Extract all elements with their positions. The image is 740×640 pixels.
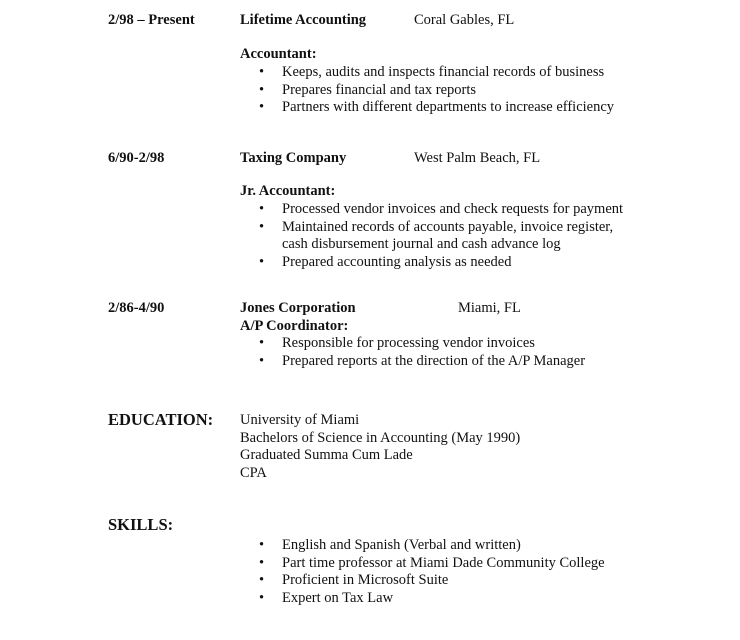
list-item: • Prepared reports at the direction of the A/P Manager xyxy=(259,352,586,369)
job-location: Miami, FL xyxy=(458,300,521,316)
education-line: CPA xyxy=(240,464,267,481)
skills-heading: SKILLS: xyxy=(108,515,174,534)
list-item: • Part time professor at Miami Dade Community College xyxy=(259,554,605,571)
education-line: University of Miami xyxy=(240,412,360,428)
list-item-continuation: cash disbursement journal and cash advance log xyxy=(282,236,561,252)
bullet-icon: • xyxy=(259,253,265,270)
list-item: • Prepares financial and tax reports xyxy=(259,81,477,98)
job-company: Taxing Company xyxy=(240,150,347,166)
list-item: • Processed vendor invoices and check requests for payment xyxy=(259,201,624,217)
education-line: Bachelors of Science in Accounting (May 1990) xyxy=(240,429,521,446)
job-title: Accountant: xyxy=(240,46,317,62)
job-location: West Palm Beach, FL xyxy=(414,150,541,166)
list-item: • Prepared accounting analysis as needed xyxy=(259,253,512,270)
list-item: • Maintained records of accounts payable, invoice register, xyxy=(259,218,614,235)
bullet-icon: • xyxy=(259,589,265,606)
job-title: Jr. Accountant: xyxy=(240,183,336,199)
bullet-icon: • xyxy=(259,554,265,571)
list-item: • English and Spanish (Verbal and written) xyxy=(259,537,521,553)
bullet-icon: • xyxy=(259,64,265,80)
job-company: Jones Corporation xyxy=(240,300,356,316)
bullet-icon: • xyxy=(259,335,265,351)
job-company: Lifetime Accounting xyxy=(240,12,367,28)
skills-list xyxy=(240,537,605,607)
job-dates: 2/98 – Present xyxy=(108,12,195,28)
bullet-icon: • xyxy=(259,81,265,98)
job-location: Coral Gables, FL xyxy=(414,12,515,28)
education-heading: EDUCATION: xyxy=(108,410,214,429)
education-lines xyxy=(240,412,520,482)
bullet-icon: • xyxy=(259,572,265,588)
list-item: • Responsible for processing vendor invoices xyxy=(259,335,535,351)
list-item: • Proficient in Microsoft Suite xyxy=(259,572,449,588)
education-line: Graduated Summa Cum Lade xyxy=(240,447,413,463)
list-item: • Expert on Tax Law xyxy=(259,589,394,606)
bullet-icon: • xyxy=(259,352,265,369)
job-duties-list xyxy=(240,201,623,271)
bullet-icon: • xyxy=(259,201,265,217)
job-duties-list xyxy=(240,64,614,117)
list-item: • Partners with different departments to increase efficiency xyxy=(259,99,615,115)
bullet-icon: • xyxy=(259,537,265,553)
job-title: A/P Coordinator: xyxy=(240,318,349,334)
bullet-icon: • xyxy=(259,99,265,115)
job-dates: 2/86-4/90 xyxy=(108,300,165,316)
list-item: • Keeps, audits and inspects financial records of business xyxy=(259,64,605,80)
bullet-icon: • xyxy=(259,218,265,235)
job-dates: 6/90-2/98 xyxy=(108,150,165,166)
job-duties-list xyxy=(240,335,585,370)
